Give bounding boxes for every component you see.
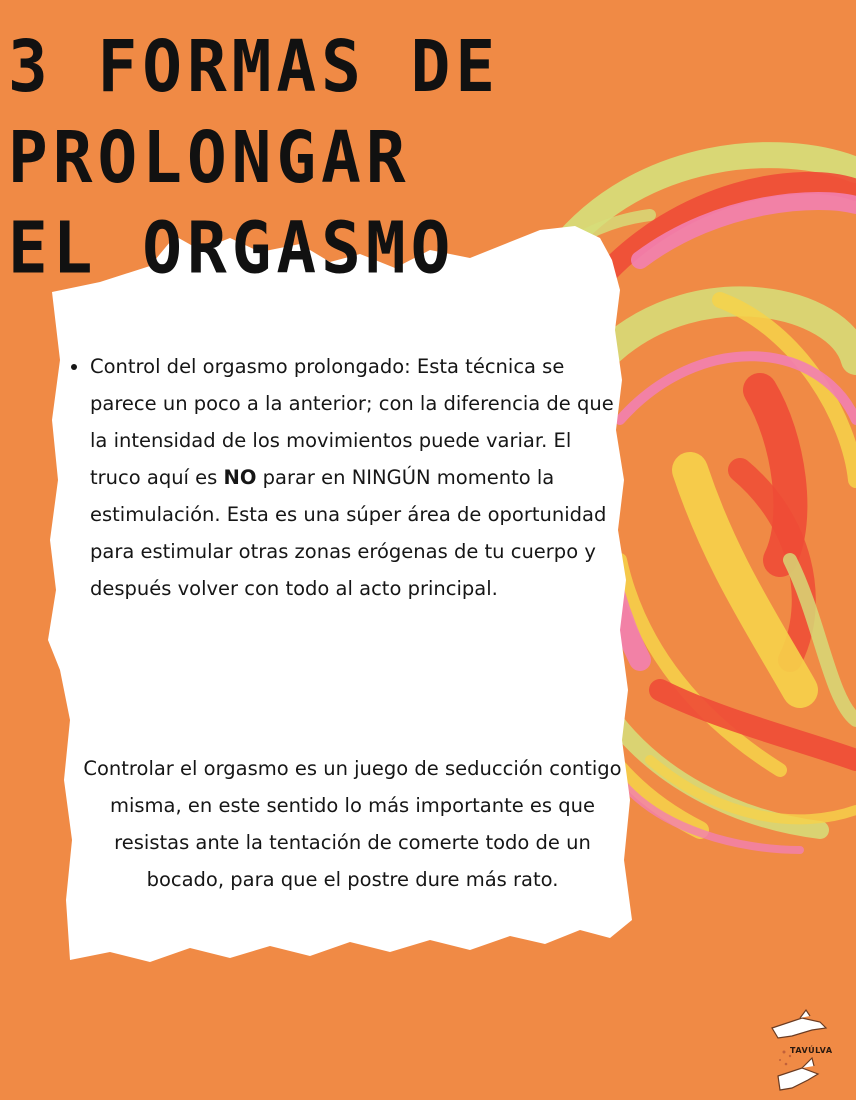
page-title bbox=[8, 22, 848, 294]
brand-logo-text: TAVÚLVA bbox=[790, 1046, 833, 1055]
bullet-tail-text: parar en NINGÚN momento la estimulación. Esta es una súper área de oportunidad para estimular otras zonas erógenas de tu cuerpo y después volver con todo al acto principal. bbox=[90, 466, 607, 600]
bullet-emphasis-text: NO bbox=[223, 466, 257, 489]
title-line-1: 3 FORMAS DE PROLONGAR bbox=[8, 25, 501, 200]
bullet-list bbox=[60, 348, 615, 607]
list-item bbox=[90, 348, 615, 607]
title-line-2: EL ORGASMO bbox=[8, 206, 456, 290]
closing-paragraph: Controlar el orgasmo es un juego de seducción contigo misma, en este sentido lo más importante es que resistas ante la tentación de comerte todo de un bocado, para que el postre dure más rato. bbox=[83, 757, 622, 891]
bullet-lead-text: Control del orgasmo prolongado: Esta técnica se parece un poco a la anterior; con la diferencia de que la intensidad de los movimientos puede variar. El truco aquí es bbox=[90, 355, 614, 489]
